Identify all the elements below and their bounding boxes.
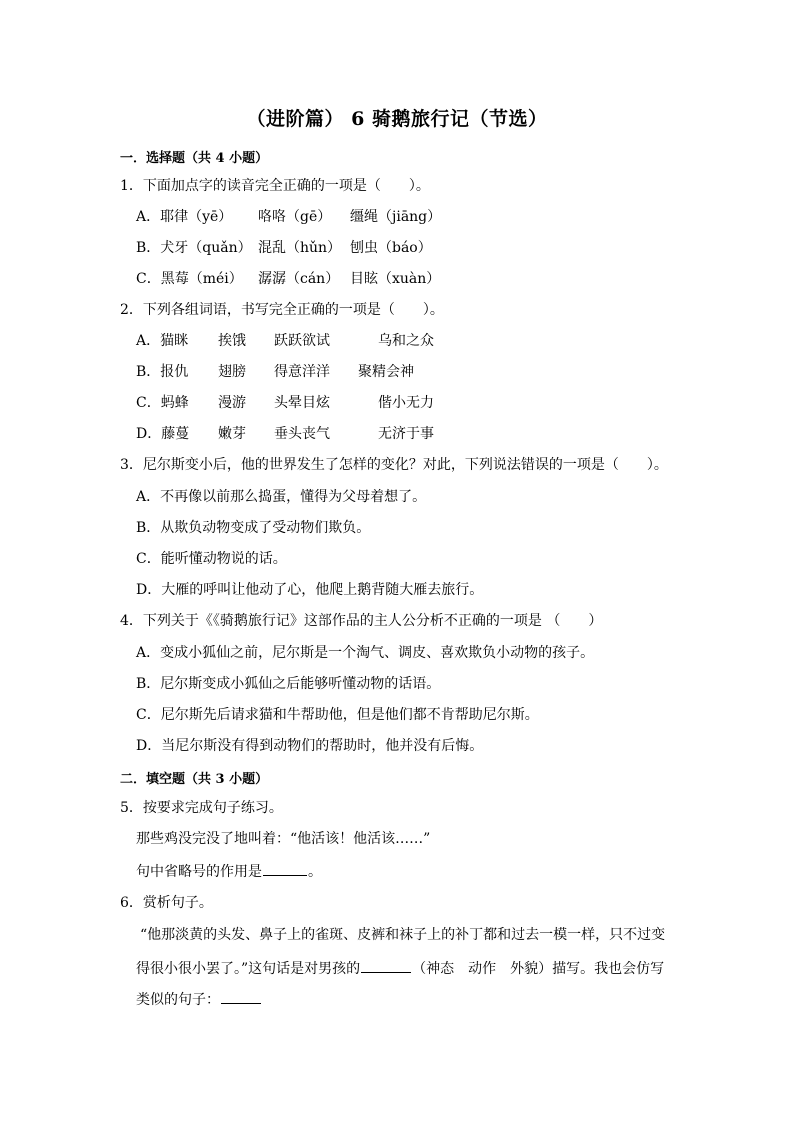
question-1-stem: 1．下面加点字的读音完全正确的一项是（ ）。 [120,178,430,194]
question-3-option-d: D．大雁的呼叫让他动了心，他爬上鹅背随大雁去旅行。 [136,582,484,598]
option-item: 目眩（xuàn） [350,271,441,287]
option-item: 刨虫（báo） [350,240,432,256]
question-6-stem: 6．赏析句子。 [120,895,213,911]
answer-blank[interactable] [221,989,261,1004]
option-item: B．犬牙（quǎn） [136,240,252,256]
option-item: 跃跃欲试 [274,333,330,349]
prompt-text: 得很小很小罢了。”这句话是对男孩的 [136,961,361,977]
option-item: 漫游 [218,395,246,411]
question-4-option-a: A．变成小狐仙之前，尼尔斯是一个淘气、调皮、喜欢欺负小动物的孩子。 [136,645,595,661]
option-item: 混乱（hǔn） [258,240,342,256]
option-item: 得意洋洋 [274,364,330,380]
prompt-text-end: 。 [308,864,322,880]
answer-blank[interactable] [361,958,411,973]
question-4-option-d: D．当尼尔斯没有得到动物们的帮助时，他并没有后悔。 [136,738,484,754]
question-3-stem: 3．尼尔斯变小后，他的世界发生了怎样的变化？对此，下列说法错误的一项是（ ）。 [120,457,668,473]
question-4-option-c: C．尼尔斯先后请求猫和牛帮助他，但是他们都不肯帮助尼尔斯。 [136,707,539,723]
option-item: 嫩芽 [218,426,246,442]
question-3-option-a: A．不再像以前那么捣蛋，懂得为父母着想了。 [136,489,427,505]
question-5-prompt [136,861,322,881]
prompt-text: 句中省略号的作用是 [136,864,262,880]
answer-blank[interactable] [263,861,307,876]
option-item: 翅膀 [218,364,246,380]
section-heading-fill: 二．填空题（共 3 小题） [120,772,269,787]
option-item: 咯咯（gē） [258,209,332,225]
question-3-option-c: C．能听懂动物说的话。 [136,551,287,567]
question-3-option-b: B．从欺负动物变成了受动物们欺负。 [136,520,371,536]
option-item: A．耶律（yē） [136,209,233,225]
option-item: C．蚂蜂 [136,395,189,411]
option-item: 乌和之众 [378,333,434,349]
option-item: 无济于事 [378,426,434,442]
option-item: D．藤蔓 [136,426,190,442]
question-6-line-2 [136,958,664,978]
option-item: 缰绳（jiāng） [350,209,442,225]
section-heading-choice: 一．选择题（共 4 小题） [120,151,269,166]
option-item: 偕小无力 [378,395,434,411]
question-5-stem: 5．按要求完成句子练习。 [120,800,283,816]
question-4-stem: 4．下列关于《《骑鹅旅行记》这部作品的主人公分析不正确的一项是 （ ） [120,613,603,629]
option-item: 潺潺（cán） [258,271,340,287]
option-item: C．黑莓（méi） [136,271,243,287]
option-item: B．报仇 [136,364,189,380]
option-item: A．猫眯 [136,333,189,349]
page-title: （进阶篇） 6 骑鹅旅行记（节选） [246,108,548,130]
question-5-sentence: 那些鸡没完没了地叫着：“他活该！他活该……” [136,831,431,847]
question-6-line-1: “他那淡黄的头发、鼻子上的雀斑、皮裤和袜子上的补丁都和过去一模一样，只不过变 [140,927,666,943]
option-item: 垂头丧气 [274,426,330,442]
prompt-text: 类似的句子： [136,992,220,1008]
prompt-text-continued: （神态 动作 外貌）描写。我也会仿写 [412,961,665,977]
question-4-option-b: B．尼尔斯变成小狐仙之后能够听懂动物的话语。 [136,676,441,692]
question-6-line-3 [136,989,262,1009]
option-item: 聚精会神 [358,364,414,380]
question-2-stem: 2．下列各组词语，书写完全正确的一项是（ ）。 [120,302,444,318]
option-item: 头晕目炫 [274,395,330,411]
option-item: 挨饿 [218,333,246,349]
